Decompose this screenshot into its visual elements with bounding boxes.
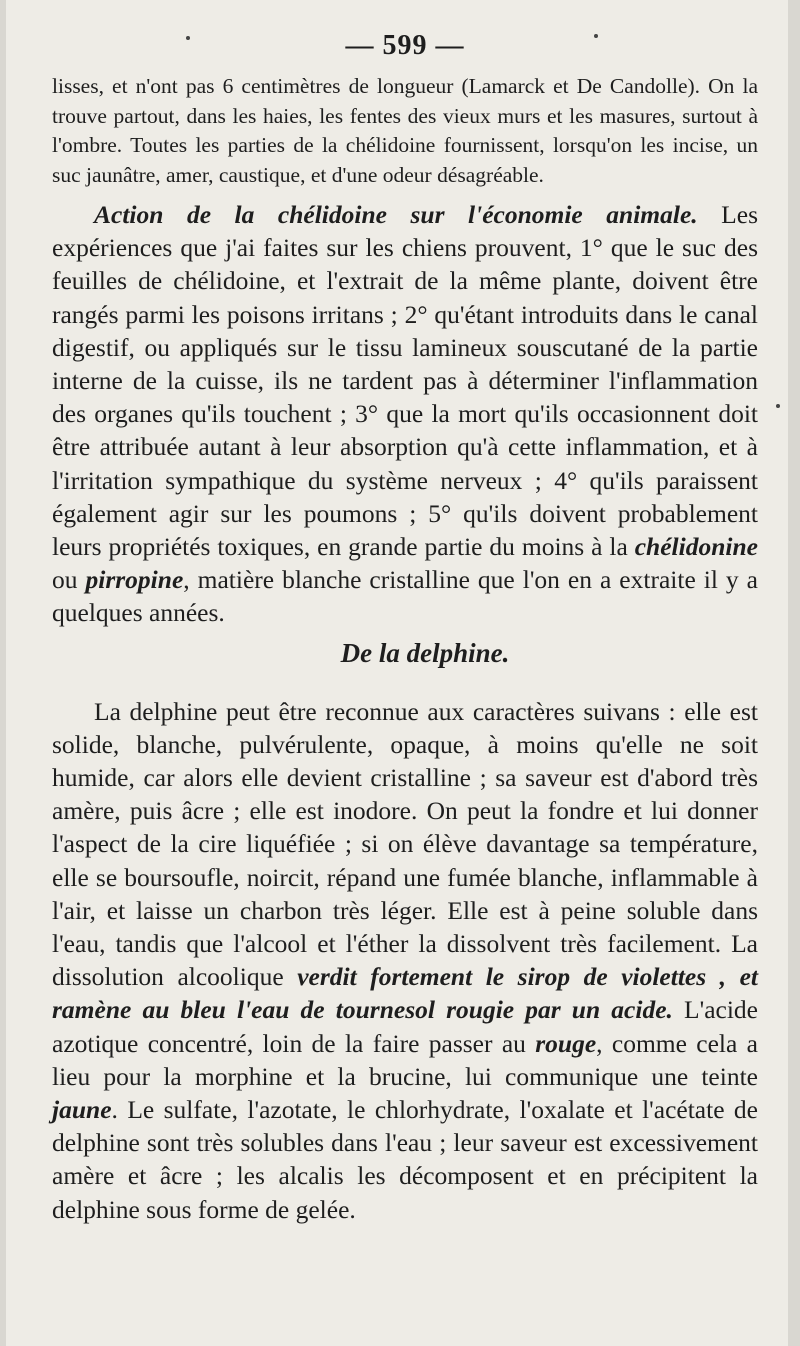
paragraph-text: lisses, et n'ont pas 6 centimètres de longueur (Lamarck et De Candolle). On la trouve partout, dans les haies, les fentes des vieux murs et les masures, surtout à l'ombre. Toutes les parties de la chélidoine fournissent, lorsqu'on les incise, un suc jaunâtre, amer, caustique, et d'une odeur désagréable. [52,74,758,187]
paragraph-delphine [52,695,758,1226]
page-number: — 599 — [345,30,465,61]
print-speck [186,36,190,40]
section-heading: De la delphine. [340,637,510,668]
paragraph-chelidoine-action [52,198,758,630]
paragraph-text: La delphine peut être reconnue aux caractères suivans : elle est solide, blanche, pulvérulente, opaque, à moins qu'elle ne soit humide, car alors elle devient cristalline ; sa saveur est d'abord très amère, puis âcre ; elle est inodore. On peut la fondre et lui donner l'aspect de la cire liquéfiée ; si on élève davantage sa température, elle se boursoufle, noircit, répand une fumée blanche, inflammable à l'air, et laisse un charbon très léger. Elle est à peine soluble dans l'eau, tandis que l'alcool et l'éther la dissolvent très facilement. La dissolution alcoolique [52,696,758,992]
section-lead-title: Action de la chélidoine sur l'économie animale. [94,200,698,229]
book-page [6,0,788,1346]
print-speck [594,34,598,38]
paragraph-text: Les expériences que j'ai faites sur les chiens prouvent, 1° que le suc des feuilles de chélidoine, et l'extrait de la même plante, doivent être rangés parmi les poisons irritans ; 2° qu'étant introduits dans le canal digestif, ou appliqués sur le tissu lamineux souscutané de la partie interne de la cuisse, ils ne tardent pas à déterminer l'inflammation des organes qu'ils touchent ; 3° que la mort qu'ils occasionnent doit être attribuée autant à leur absorption qu'à cette inflammation, et à l'irritation sympathique du système nerveux ; 4° qu'ils paraissent également agir sur les poumons ; 5° qu'ils doivent probablement leurs propriétés toxiques, en grande partie du moins à la [52,200,758,562]
print-speck [776,404,780,408]
paragraph-text: , matière blanche cristalline que l'on en a extraite il y a quelques années. [52,565,758,628]
paragraph-text: L'acide azotique concentré, loin de la faire passer au [52,995,759,1058]
paragraph-text: , comme cela a lieu pour la morphine et la brucine, lui communique une teinte [52,1028,758,1091]
italic-term-rouge: rouge [535,1028,597,1058]
paragraph-text: ou [52,565,86,595]
paragraph-chelidoine-description [52,72,758,190]
paragraph-text: . Le sulfate, l'azotate, le chlorhydrate, l'oxalate et l'acétate de delphine sont très solubles dans l'eau ; leur saveur est excessivement amère et âcre ; les alcalis les décomposent et en précipitent la delphine sous forme de gelée. [52,1095,758,1224]
italic-term-chelidonine: chélidonine [634,532,758,562]
italic-term-pirropine: pirropine [85,565,184,595]
italic-phrase-violettes: verdit fortement le sirop de violettes , et ramène au bleu l'eau de tournesol rougie par un acide. [52,962,758,1025]
italic-term-jaune: jaune [52,1095,112,1125]
